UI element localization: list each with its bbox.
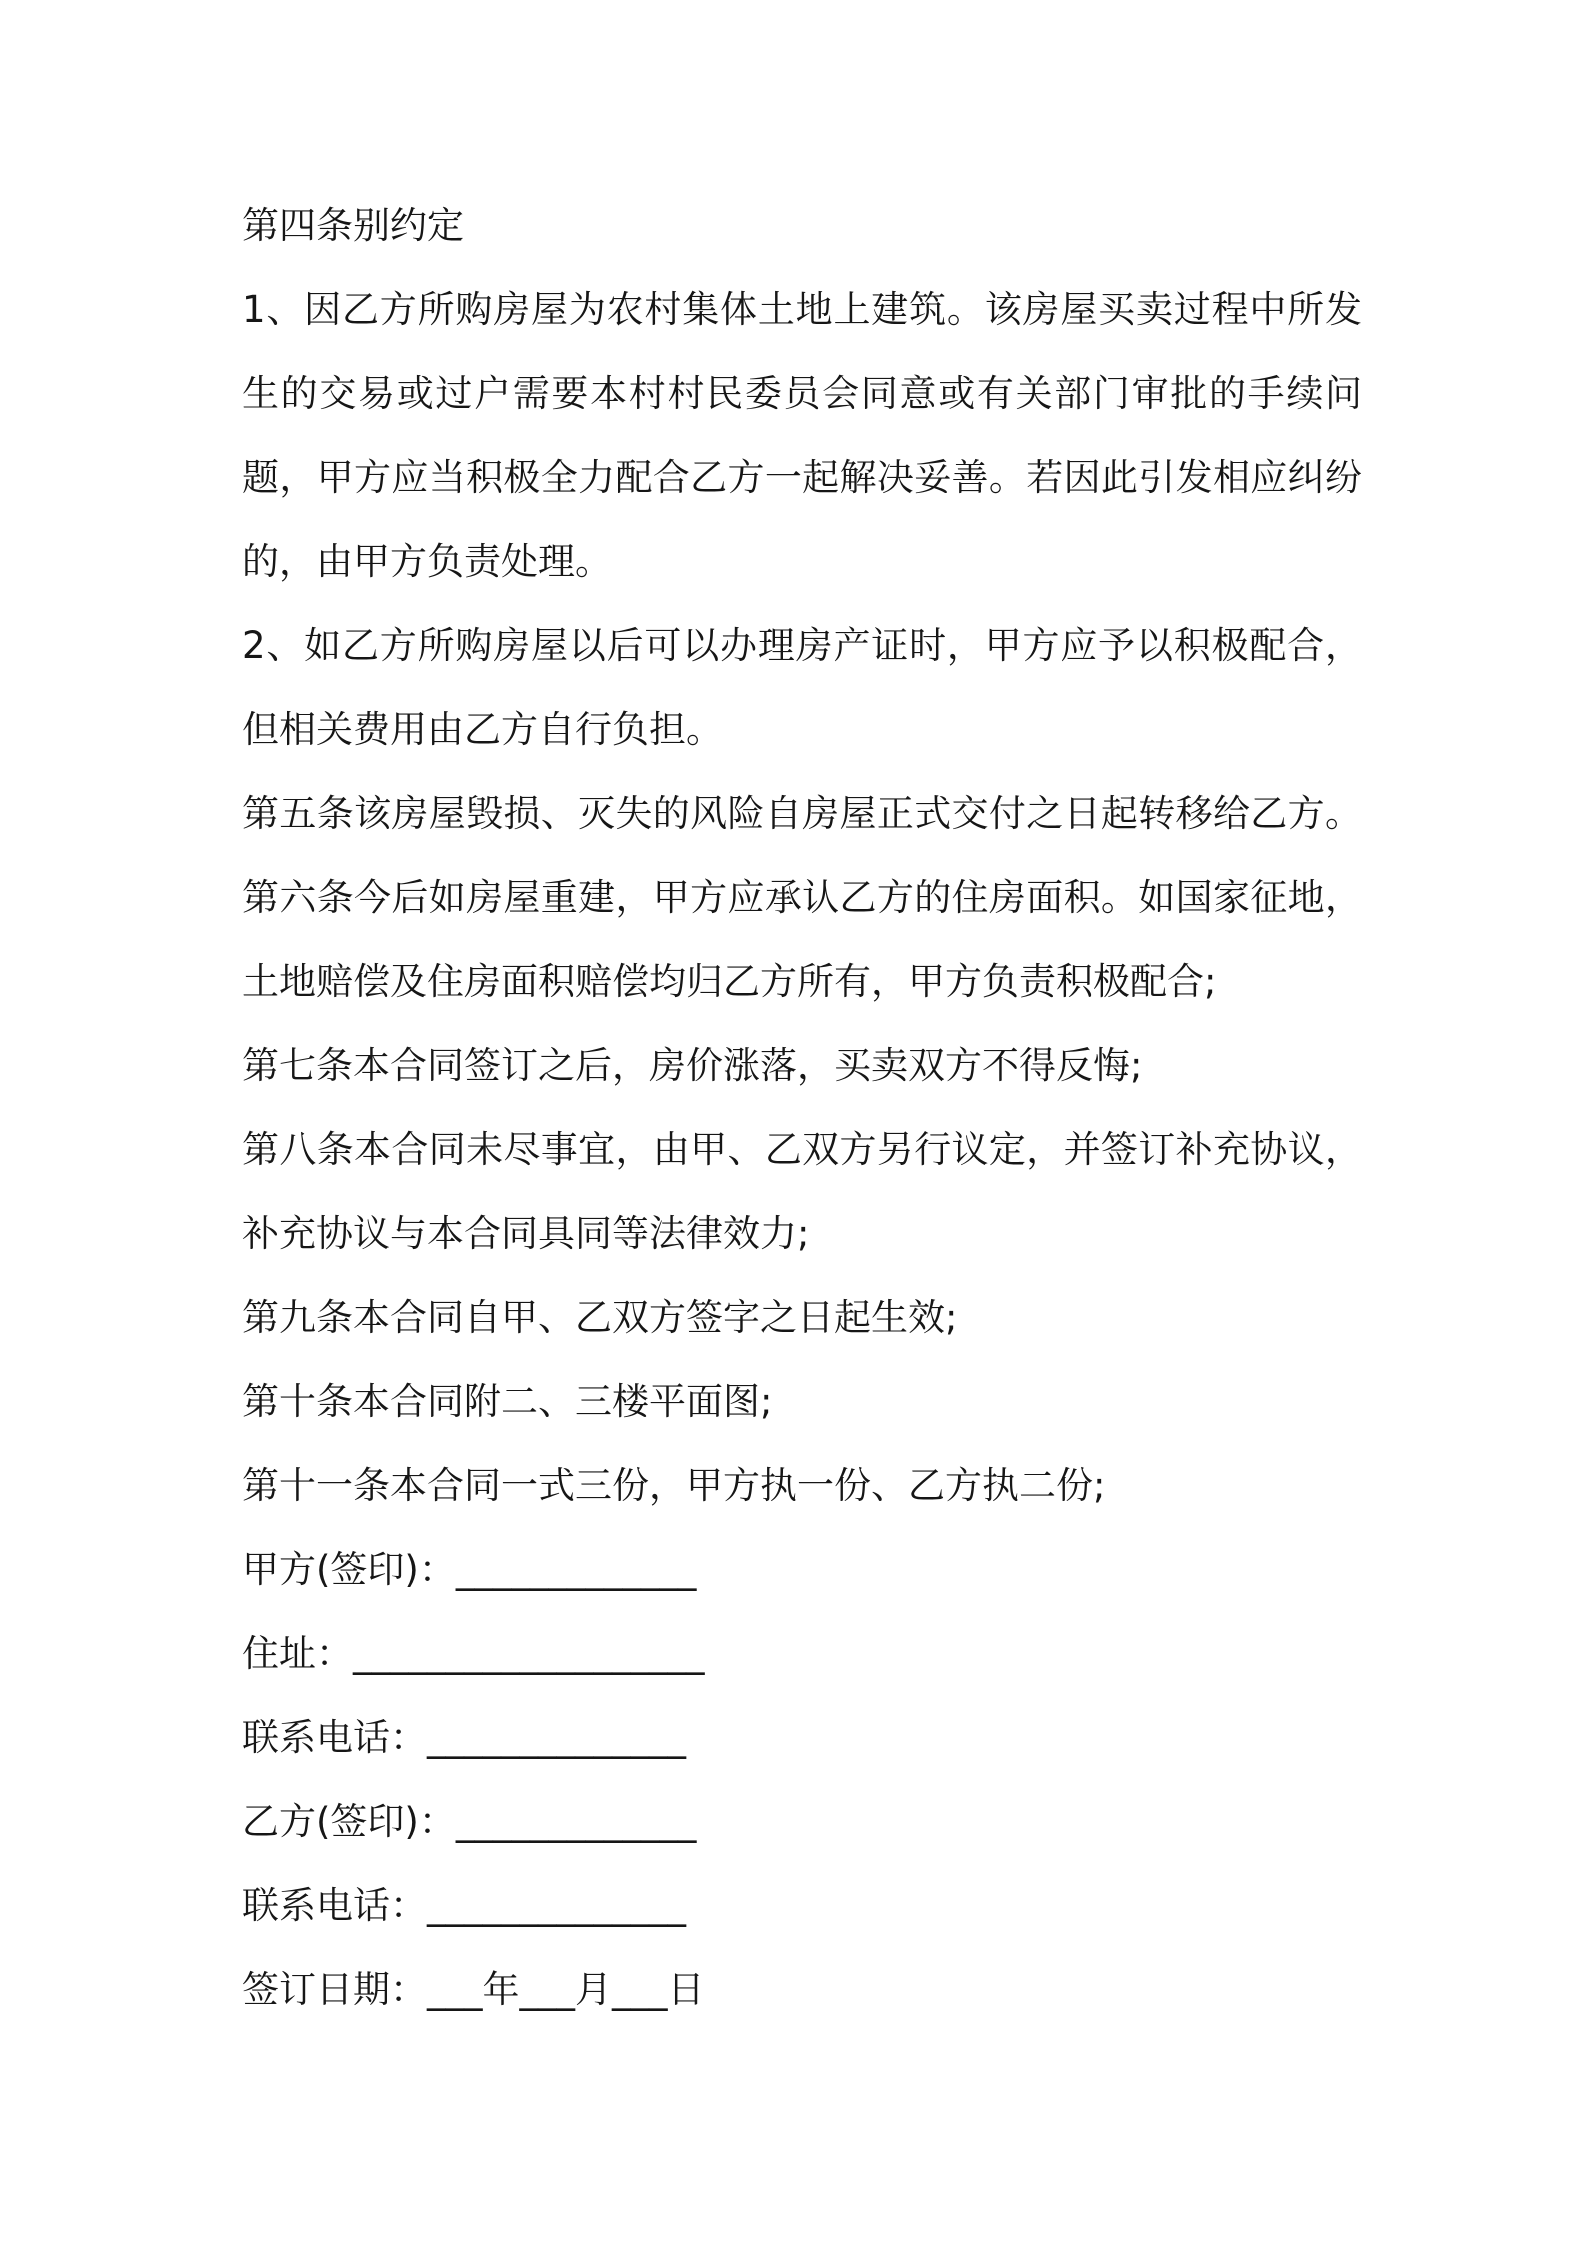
article-8-line-1: 第八条本合同未尽事宜，由甲、乙双方另行议定，并签订补充协议， xyxy=(242,1128,1362,1171)
article-6-line-1: 第六条今后如房屋重建，甲方应承认乙方的住房面积。如国家征地， xyxy=(242,876,1362,919)
party-a-phone-field xyxy=(242,1696,1362,1780)
sign-date-month-blank: ___ xyxy=(519,1968,575,2011)
party-a-signature-label: 甲方(签印)： xyxy=(242,1548,456,1591)
article-4-item-2-line-1: 2、如乙方所购房屋以后可以办理房产证时，甲方应予以积极配合， xyxy=(242,624,1362,667)
article-5-line-1: 第五条该房屋毁损、灭失的风险自房屋正式交付之日起转移给乙方。 xyxy=(242,792,1362,835)
party-b-signature-blank: _____________ xyxy=(455,1800,697,1843)
party-a-address-field xyxy=(242,1612,1362,1696)
party-b-phone-blank: ______________ xyxy=(427,1884,686,1927)
party-a-address-label: 住址： xyxy=(242,1632,353,1675)
article-8-line-2: 补充协议与本合同具同等法律效力; xyxy=(242,1212,810,1255)
sign-date-day-blank: ___ xyxy=(612,1968,668,2011)
sign-date-month-unit: 月 xyxy=(575,1968,612,2011)
article-7-line-1: 第七条本合同签订之后，房价涨落，买卖双方不得反悔; xyxy=(242,1044,1143,1087)
party-a-signature-blank: _____________ xyxy=(455,1548,697,1591)
article-6-line-2: 土地赔偿及住房面积赔偿均归乙方所有，甲方负责积极配合; xyxy=(242,960,1217,1003)
article-4-item-1-line-2: 生的交易或过户需要本村村民委员会同意或有关部门审批的手续问 xyxy=(242,372,1362,415)
party-b-signature-label: 乙方(签印)： xyxy=(242,1800,456,1843)
party-a-address-blank: ___________________ xyxy=(353,1632,705,1675)
article-4-item-2-line-2: 但相关费用由乙方自行负担。 xyxy=(242,708,723,751)
contract-body xyxy=(242,184,1362,2032)
article-9-line-1: 第九条本合同自甲、乙双方签字之日起生效; xyxy=(242,1296,958,1339)
article-11-line-1: 第十一条本合同一式三份，甲方执一份、乙方执二份; xyxy=(242,1464,1106,1507)
article-4-title: 第四条别约定 xyxy=(242,204,464,247)
sign-date-year-blank: ___ xyxy=(427,1968,483,2011)
article-4-item-1-line-4: 的，由甲方负责处理。 xyxy=(242,540,612,583)
party-b-signature-field xyxy=(242,1780,1362,1864)
party-a-phone-label: 联系电话： xyxy=(242,1716,427,1759)
party-b-phone-label: 联系电话： xyxy=(242,1884,427,1927)
sign-date-field xyxy=(242,1948,1362,2032)
sign-date-day-unit: 日 xyxy=(667,1968,705,2011)
article-4-item-1-line-1: 1、因乙方所购房屋为农村集体土地上建筑。该房屋买卖过程中所发 xyxy=(242,288,1362,331)
party-b-phone-field xyxy=(242,1864,1362,1948)
article-10-line-1: 第十条本合同附二、三楼平面图; xyxy=(242,1380,773,1423)
sign-date-year-unit: 年 xyxy=(482,1968,520,2011)
article-4-item-1-line-3: 题，甲方应当积极全力配合乙方一起解决妥善。若因此引发相应纠纷 xyxy=(242,456,1362,499)
party-a-signature-field xyxy=(242,1528,1362,1612)
sign-date-label: 签订日期： xyxy=(242,1968,427,2011)
party-a-phone-blank: ______________ xyxy=(427,1716,686,1759)
